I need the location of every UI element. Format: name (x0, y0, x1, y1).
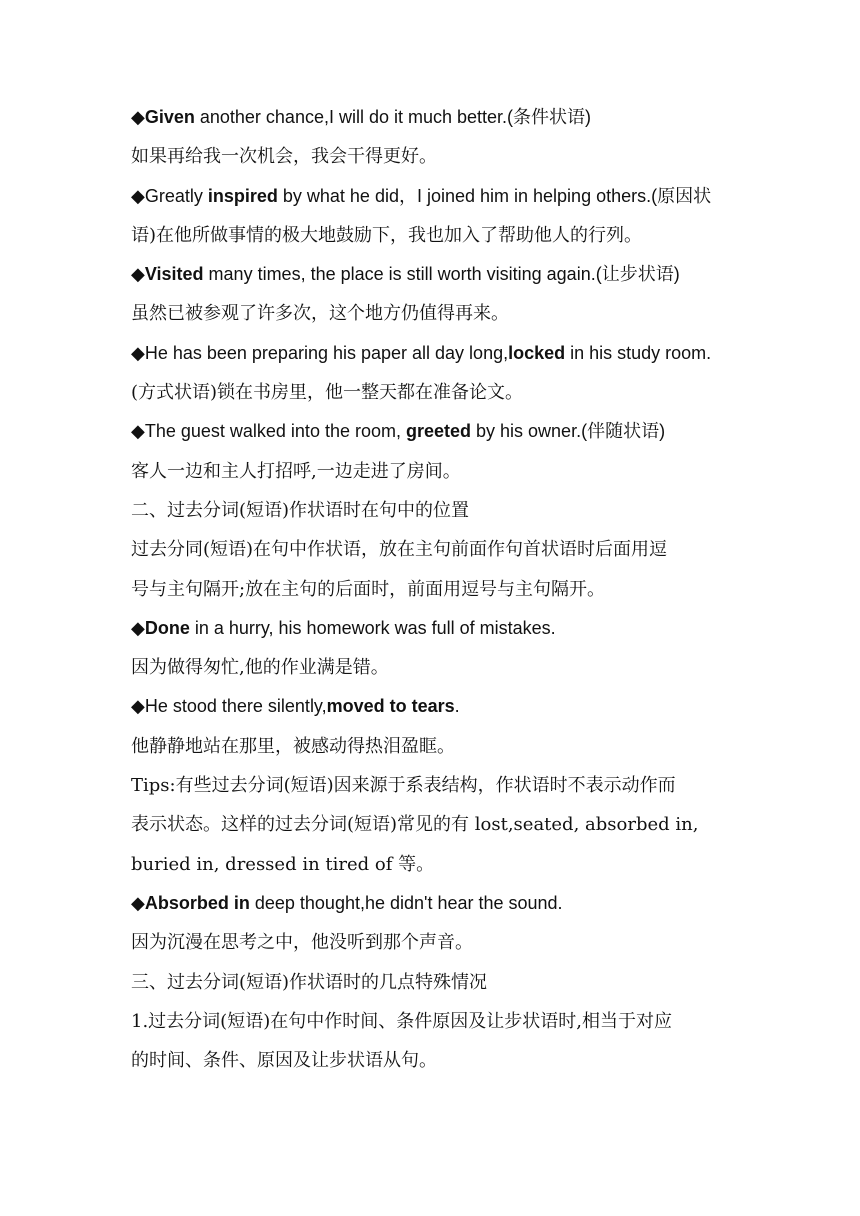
sentence-text: many times, the place is still worth visiting again.(让步状语) (203, 264, 680, 285)
highlighted-participle: Done (144, 617, 190, 638)
bullet-diamond-icon: ◆ (131, 342, 145, 364)
bullet-diamond-icon: ◆ (131, 107, 145, 128)
example-sentence-locked (131, 334, 741, 373)
translation-line: (方式状语)锁在书房里，他一整天都在准备论文。 (131, 382, 524, 404)
highlighted-participle: inspired (207, 185, 278, 206)
translation-line: 虽然已被参观了许多次，这个地方仍值得再来。 (131, 303, 509, 325)
paragraph-line: 号与主句隔开;放在主句的后面时，前面用逗号与主句隔开。 (131, 578, 606, 600)
example-sentence-done (131, 609, 741, 648)
example-sentence-absorbed (131, 884, 741, 923)
translation-line: 因为沉漫在思考之中，他没听到那个声音。 (131, 932, 473, 954)
sentence-text: by what he did，I joined him in helping others.(原因状 (277, 185, 712, 206)
bullet-diamond-icon: ◆ (131, 892, 145, 914)
example-sentence-moved (131, 687, 741, 726)
bullet-diamond-icon: ◆ (131, 264, 145, 286)
paragraph-line: 过去分同(短语)在句中作状语，放在主句前面作句首状语时后面用逗 (131, 539, 668, 561)
bullet-diamond-icon: ◆ (131, 185, 145, 207)
highlighted-participle: Visited (144, 264, 204, 285)
sentence-text: He has been preparing his paper all day long, (144, 342, 509, 363)
translation-line: 语)在他所做事情的极大地鼓励下，我也加入了帮助他人的行列。 (131, 224, 643, 246)
paragraph-line: 1.过去分词(短语)在句中作时间、条件原因及让步状语时,相当于对应 (131, 1010, 672, 1032)
bullet-diamond-icon: ◆ (131, 421, 145, 443)
highlighted-participle: moved to tears (326, 696, 455, 717)
sentence-text: in his study room. (565, 342, 712, 363)
example-sentence-visited (131, 255, 741, 294)
sentence-text: . (454, 696, 460, 717)
sentence-text: The guest walked into the room, (144, 421, 406, 442)
sentence-text: Greatly (144, 185, 208, 206)
highlighted-participle: Absorbed in (144, 892, 250, 913)
bullet-diamond-icon: ◆ (131, 617, 145, 639)
section-heading-2: 二、过去分词(短语)作状语时在句中的位置 (131, 499, 470, 521)
highlighted-participle: locked (508, 342, 566, 363)
document-page (131, 98, 741, 1080)
example-sentence-greeted (131, 412, 741, 451)
sentence-text: by his owner.(伴随状语) (471, 421, 666, 442)
highlighted-participle: Given (144, 107, 195, 127)
translation-line: 他静静地站在那里，被感动得热泪盈眶。 (131, 735, 455, 757)
section-heading-3: 三、过去分词(短语)作状语时的几点特殊情况 (131, 971, 488, 993)
translation-line: 如果再给我一次机会，我会干得更好。 (131, 146, 437, 168)
translation-line: 因为做得匆忙,他的作业满是错。 (131, 657, 389, 679)
translation-line: 客人一边和主人打招呼,一边走进了房间。 (131, 460, 461, 482)
sentence-text: another chance,I will do it much better.(条件状语) (194, 107, 592, 127)
example-sentence-given (131, 98, 741, 137)
tips-line: 表示状态。这样的过去分词(短语)常见的有 lost,seated, absorbed in, (131, 814, 699, 836)
sentence-text: deep thought,he didn't hear the sound. (249, 892, 563, 913)
sentence-text: in a hurry, his homework was full of mistakes. (189, 617, 556, 638)
tips-line: Tips:有些过去分词(短语)因来源于系表结构，作状语时不表示动作而 (131, 775, 676, 797)
paragraph-line: 的时间、条件、原因及让步状语从句。 (131, 1050, 437, 1072)
sentence-text: He stood there silently, (144, 696, 327, 717)
highlighted-participle: greeted (405, 421, 472, 442)
example-sentence-inspired (131, 177, 741, 216)
bullet-diamond-icon: ◆ (131, 696, 145, 718)
tips-line: buried in, dressed in tired of 等。 (131, 853, 435, 875)
